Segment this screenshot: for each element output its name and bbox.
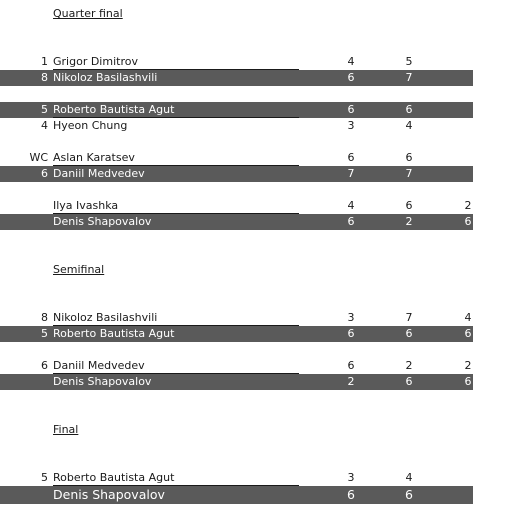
seed: 8 bbox=[41, 311, 48, 324]
set-1-score: 6 bbox=[347, 327, 355, 340]
match-row-winner bbox=[0, 326, 473, 342]
set-1-score: 2 bbox=[347, 375, 355, 388]
player-name: Daniil Medvedev bbox=[53, 359, 145, 372]
player-name: Roberto Bautista Agut bbox=[53, 471, 175, 484]
set-2-score: 7 bbox=[405, 71, 413, 84]
set-2-score: 6 bbox=[405, 151, 413, 164]
set-2-score: 6 bbox=[405, 327, 413, 340]
set-1-score: 4 bbox=[347, 199, 355, 212]
set-3-score: 2 bbox=[464, 199, 472, 212]
player-name: Grigor Dimitrov bbox=[53, 55, 138, 68]
player-name: Hyeon Chung bbox=[53, 119, 128, 132]
set-2-score: 6 bbox=[405, 103, 413, 116]
set-1-score: 6 bbox=[347, 151, 355, 164]
set-2-score: 7 bbox=[405, 311, 413, 324]
set-2-score: 7 bbox=[405, 167, 413, 180]
match-row-winner bbox=[0, 70, 473, 86]
set-1-score: 6 bbox=[347, 359, 355, 372]
seed: WC bbox=[29, 151, 48, 164]
set-1-score: 7 bbox=[347, 167, 355, 180]
set-2-score: 6 bbox=[405, 487, 413, 502]
champion-row bbox=[0, 486, 473, 504]
seed: 1 bbox=[41, 55, 48, 68]
set-2-score: 6 bbox=[405, 375, 413, 388]
match-row bbox=[0, 358, 473, 374]
match-row bbox=[0, 198, 473, 214]
set-1-score: 3 bbox=[347, 119, 355, 132]
player-name: Denis Shapovalov bbox=[53, 215, 152, 228]
set-1-score: 6 bbox=[347, 103, 355, 116]
set-2-score: 4 bbox=[405, 119, 413, 132]
seed: 5 bbox=[41, 471, 48, 484]
player-name: Ilya Ivashka bbox=[53, 199, 119, 212]
quarter-final-heading: Quarter final bbox=[53, 7, 123, 20]
match-row bbox=[0, 150, 473, 166]
seed: 5 bbox=[41, 327, 48, 340]
match-row-winner bbox=[0, 374, 473, 390]
set-2-score: 4 bbox=[405, 471, 413, 484]
set-1-score: 6 bbox=[347, 487, 355, 502]
seed: 6 bbox=[41, 167, 48, 180]
final-heading: Final bbox=[53, 423, 79, 436]
seed: 5 bbox=[41, 103, 48, 116]
player-name: Nikoloz Basilashvili bbox=[53, 311, 158, 324]
set-3-score: 6 bbox=[464, 327, 472, 340]
player-name: Denis Shapovalov bbox=[53, 375, 152, 388]
seed: 6 bbox=[41, 359, 48, 372]
set-1-score: 3 bbox=[347, 311, 355, 324]
match-row-winner bbox=[0, 214, 473, 230]
set-3-score: 6 bbox=[464, 375, 472, 388]
semifinal-heading: Semifinal bbox=[53, 263, 105, 276]
set-1-score: 6 bbox=[347, 71, 355, 84]
seed: 4 bbox=[41, 119, 48, 132]
player-name: Aslan Karatsev bbox=[53, 151, 135, 164]
match-row bbox=[0, 118, 473, 134]
set-3-score: 4 bbox=[464, 311, 472, 324]
match-row bbox=[0, 54, 473, 70]
match-row-winner bbox=[0, 102, 473, 118]
set-2-score: 5 bbox=[405, 55, 413, 68]
set-1-score: 6 bbox=[347, 215, 355, 228]
player-name: Daniil Medvedev bbox=[53, 167, 145, 180]
match-row bbox=[0, 470, 473, 486]
player-name: Roberto Bautista Agut bbox=[53, 103, 175, 116]
set-1-score: 4 bbox=[347, 55, 355, 68]
set-2-score: 6 bbox=[405, 199, 413, 212]
set-3-score: 6 bbox=[464, 215, 472, 228]
set-3-score: 2 bbox=[464, 359, 472, 372]
seed: 8 bbox=[41, 71, 48, 84]
match-row bbox=[0, 310, 473, 326]
player-name: Denis Shapovalov bbox=[53, 487, 165, 502]
match-row-winner bbox=[0, 166, 473, 182]
set-2-score: 2 bbox=[405, 359, 413, 372]
set-2-score: 2 bbox=[405, 215, 413, 228]
set-1-score: 3 bbox=[347, 471, 355, 484]
player-name: Nikoloz Basilashvili bbox=[53, 71, 158, 84]
player-name: Roberto Bautista Agut bbox=[53, 327, 175, 340]
